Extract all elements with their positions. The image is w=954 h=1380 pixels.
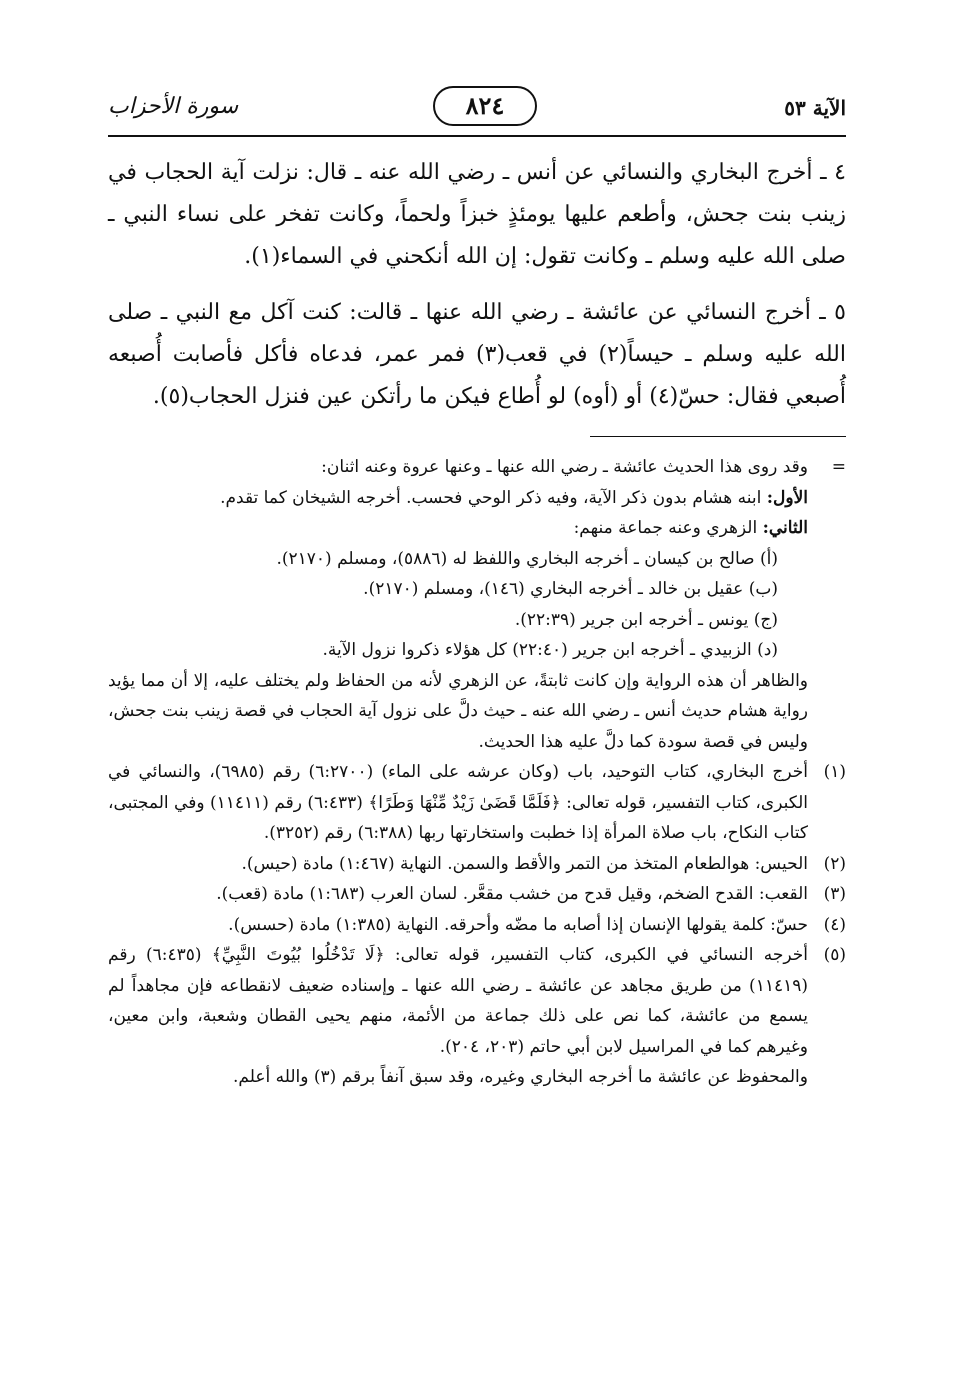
closing-spacer xyxy=(808,1062,846,1093)
continuation-body xyxy=(108,452,808,757)
footnote-1 xyxy=(108,757,846,849)
footnote-number: (١) xyxy=(823,762,846,782)
note-item-a: (أ) صالح بن كيسان ـ أخرجه البخاري واللفظ له (٥٨٨٦)، ومسلم (٢١٧٠). xyxy=(276,548,778,569)
note-item-d: (د) الزبيدي ـ أخرجه ابن جرير (٢٢:٤٠) كل هؤلاء ذكروا نزول الآية. xyxy=(322,640,778,660)
footnote-text: حسّ: كلمة يقولها الإنسان إذا أصابه ما مضّه وأحرقه. النهاية (١:٣٨٥) مادة (حسس). xyxy=(228,914,808,935)
main-text xyxy=(108,152,846,432)
second-text: الزهري وعنه جماعة منهم: xyxy=(573,518,758,538)
footnote-number: (٢) xyxy=(823,853,846,874)
first-text: ابنه هشام بدون ذكر الآية، وفيه ذكر الوحي فحسب. أخرجه الشيخان كما تقدم. xyxy=(220,487,762,508)
footnote-2 xyxy=(108,849,846,880)
footnote-number: (٥) xyxy=(823,945,846,965)
footnote-text: أخرج البخاري، كتاب التوحيد، باب (وكان عرشه على الماء) (٦:٢٧٠٠) رقم (٦٩٨٥)، والنسائي في الكبرى، كتاب التفسير، قوله تعالى: ﴿فَلَمَّا قَضَىٰ زَيْدٌ مِّنْهَا وَطَرًا﴾ (٦:٤٣٣) رقم (١١٤١١) وفي المجتبى، كتاب النكاح، باب صلاة المرأة إذا خطبت واستخارتها ربها (٦:٣٨٨) رقم (٣٢٥٢). xyxy=(108,762,808,843)
continuation-note xyxy=(108,452,846,757)
footnote-4 xyxy=(108,910,846,941)
footnote-5 xyxy=(108,940,846,1062)
note-first xyxy=(108,483,808,514)
footnote-number: (٤) xyxy=(823,914,846,935)
footnote-separator xyxy=(590,436,846,437)
surah-title: سورة الأحزاب xyxy=(108,94,239,119)
footnote-number: (٣) xyxy=(823,884,846,904)
first-label: الأول: xyxy=(766,487,808,508)
note-second xyxy=(108,513,808,544)
second-label: الثاني: xyxy=(762,518,808,538)
paragraph-5: ٥ ـ أخرج النسائي عن عائشة ـ رضي الله عنها ـ قالت: كنت آكل مع النبي ـ صلى الله عليه وسلم ـ حيساً(٢) في قعب(٣) فمر عمر، فدعاه فأكل فأصابت أُصبعه أُصبعي فقال: حسّ(٤) أو (أوه) لو أُطاع فيكن ما رأتكن عين فنزل الحجاب(٥). xyxy=(108,300,846,409)
note-conclusion: والظاهر أن هذه الرواية وإن كانت ثابتةً، عن الزهري لأنه من الحفاظ ولم يختلف عليه، إلا أن مما يؤيد رواية هشام حديث أنس ـ رضي الله عنه ـ حيث دلَّ على نزول آية الحجاب في قصة زينب بنت جحش، وليس في قصة سودة كما دلَّ عليه هذا الحديث. xyxy=(108,670,808,752)
paragraph-4: ٤ ـ أخرج البخاري والنسائي عن أنس ـ رضي الله عنه ـ قال: نزلت آية الحجاب في زينب بنت جحش، وأطعم عليها يومئذٍ خبزاً ولحماً، وكانت تفخر على نساء النبي ـ صلى الله عليه وسلم ـ وكانت تقول: إن الله أنكحني في السماء(١). xyxy=(108,160,846,269)
footnote-3 xyxy=(108,879,846,910)
header-divider xyxy=(108,135,846,137)
footnote-text: أخرجه النسائي في الكبرى، كتاب التفسير، قوله تعالى: ﴿لَا تَدْخُلُوا بُيُوتَ النَّبِيِّ﴾ (٦:٤٣٥) رقم (١١٤١٩) من طريق مجاهد عن عائشة ـ رضي الله عنها ـ وإسناده ضعيف لانقطاعه فإن مجاهداً لم يسمع من عائشة، كما نص على ذلك جماعة من الأئمة، منهم يحيى القطان وشعبة، وابن معين، وغيرهم كما في المراسيل لابن أبي حاتم (٢٠٣، ٢٠٤). xyxy=(108,945,809,1057)
footnotes-section xyxy=(108,452,846,1093)
footnote-text: القعب: القدح الضخم، وقيل قدح من خشب مقعَّر. لسان العرب (١:٦٨٣) مادة (قعب). xyxy=(216,884,808,904)
verse-label: الآية ٥٣ xyxy=(784,96,846,120)
continuation-mark: = xyxy=(831,457,846,477)
footnote-text: الحيس: هوالطعام المتخذ من التمر والأقط والسمن. النهاية (١:٤٦٧) مادة (حيس). xyxy=(241,853,808,874)
page-header xyxy=(108,86,846,132)
closing-note xyxy=(108,1062,846,1093)
note-item-c: (ج) يونس ـ أخرجه ابن جرير (٢٢:٣٩). xyxy=(514,609,778,630)
closing-text: والمحفوظ عن عائشة ما أخرجه البخاري وغيره، وقد سبق آنفاً برقم (٣) والله أعلم. xyxy=(233,1067,808,1087)
note-intro: وقد روى هذا الحديث عائشة ـ رضي الله عنها ـ وعنها عروة وعنه اثنان: xyxy=(321,457,808,477)
note-item-b: (ب) عقيل بن خالد ـ أخرجه البخاري (١٤٦)، ومسلم (٢١٧٠). xyxy=(363,579,778,599)
page-number: ٨٢٤ xyxy=(433,86,537,126)
